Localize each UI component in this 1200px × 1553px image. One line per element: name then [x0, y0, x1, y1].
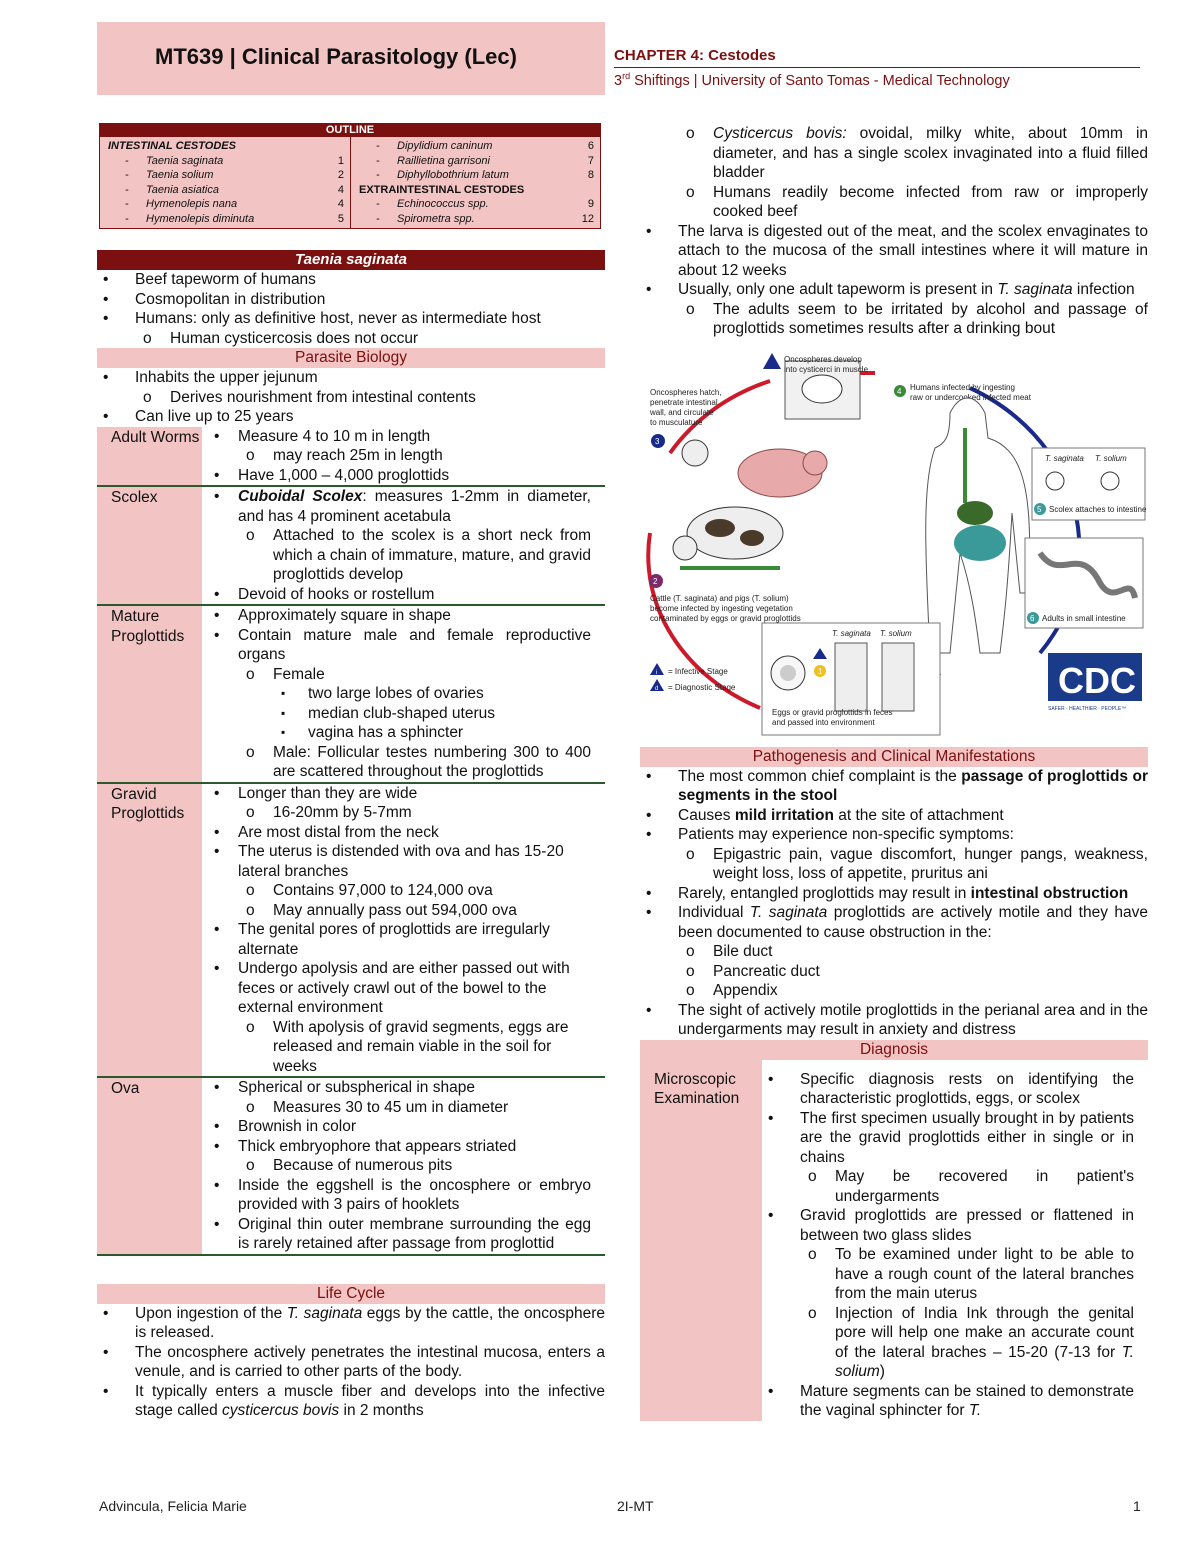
list-item: o Derives nourishment from intestinal contents [135, 388, 605, 408]
list-item: o may reach 25m in length [238, 446, 591, 466]
life-cycle-diagram [640, 353, 1148, 736]
outline-left-col [100, 137, 350, 228]
footer-page: 1 [1133, 1498, 1141, 1514]
section-title-pathogenesis: Pathogenesis and Clinical Manifestations [640, 747, 1148, 767]
infective-marker-icon [763, 353, 781, 369]
list-item: • Inhabits the upper jejunum o Derives nourishment from intestinal contents [97, 368, 605, 407]
stomach [957, 501, 993, 525]
outline-item[interactable]: - Taenia solium 2 [125, 169, 344, 181]
list-item: • Thick embryophore that appears striated o Because of numerous pits [202, 1137, 591, 1176]
life-cycle-list [97, 1304, 605, 1421]
list-item: • The sight of actively motile proglottids in the perianal area and in the undergarments may result in anxiety and distress [640, 1001, 1148, 1040]
cow-spot [740, 530, 764, 546]
left-column [97, 250, 605, 1421]
cysticercus-list [640, 124, 1148, 222]
table-row [640, 1060, 1148, 1421]
row-label: Microscopic Examination [640, 1060, 762, 1421]
lifecycle-cont-list [640, 222, 1148, 339]
header-title-box [97, 22, 605, 95]
outline-heading: EXTRAINTESTINAL CESTODES [359, 183, 525, 196]
section-title-diagnosis: Diagnosis [640, 1040, 1148, 1060]
cdc-logo-text: CDC [1058, 659, 1136, 701]
table-row [97, 427, 605, 487]
right-column [640, 124, 1148, 1421]
legend-mark: d [655, 685, 659, 692]
list-item: • The oncosphere actively penetrates the intestinal mucosa, enters a venule, and is carried to other parts of the body. [97, 1343, 605, 1382]
list-item: ▪ vagina has a sphincter [273, 723, 591, 743]
step-number: 1 [818, 666, 823, 676]
fig-label: Eggs or gravid proglottids in feces [772, 707, 893, 717]
step-number: 5 [1037, 504, 1042, 514]
list-item: o Pancreatic duct [678, 962, 1148, 982]
list-item: • Are most distal from the neck [202, 823, 591, 843]
list-item: • Approximately square in shape [202, 606, 591, 626]
list-item: • The uterus is distended with ova and has 15-20 lateral branches o Contains 97,000 to 124,000 ova o May annually pass out 594,000 ova [202, 842, 591, 920]
list-item: o May annually pass out 594,000 ova [238, 901, 591, 921]
row-label: Mature Proglottids [97, 605, 202, 783]
legend-label: = Infective Stage [668, 666, 728, 676]
list-item: • Original thin outer membrane surrounding the egg is rarely retained after passage from proglottid [202, 1215, 591, 1254]
diagnosis-table [640, 1060, 1148, 1421]
fig-label: T. saginata [1045, 453, 1084, 463]
header-subtitle: 3rd Shiftings | University of Santo Tomas - Medical Technology [614, 71, 1010, 89]
list-item: o Epigastric pain, vague discomfort, hunger pangs, weakness, weight loss, loss of appetite, pruritus ani [678, 845, 1148, 884]
list-item: • Have 1,000 – 4,000 proglottids [202, 466, 591, 486]
list-item: • Cosmopolitan in distribution [97, 290, 605, 310]
list-item: • Upon ingestion of the T. saginata eggs by the cattle, the oncosphere is released. [97, 1304, 605, 1343]
scolex-solium-shape [1101, 472, 1119, 490]
fig-label: into cysticerci in muscle [784, 364, 869, 374]
list-item: o Cysticercus bovis: ovoidal, milky white, about 10mm in diameter, and has a single scolex invaginated into a fluid filled bladder [678, 124, 1148, 183]
footer-section: 2I-MT [617, 1498, 654, 1514]
outline-heading: INTESTINAL CESTODES [108, 140, 236, 152]
pig-head [803, 451, 827, 475]
list-item: o Because of numerous pits [238, 1156, 591, 1176]
fig-label: to musculature [650, 417, 703, 427]
list-item: • Measure 4 to 10 m in length o may reach 25m in length [202, 427, 591, 466]
list-item: • Cuboidal Scolex: measures 1-2mm in diameter, and has 4 prominent acetabula o Attached to the scolex is a short neck from which a chain of immature, mature, and gravid proglottids develop [202, 487, 591, 585]
footer-author: Advincula, Felicia Marie [99, 1498, 247, 1514]
cysticercus-shape [802, 375, 842, 403]
list-item: o Contains 97,000 to 124,000 ova [238, 881, 591, 901]
list-item: • Rarely, entangled proglottids may result in intestinal obstruction [640, 884, 1148, 904]
fig-label: Humans infected by ingesting [910, 382, 1015, 392]
list-item: o May be recovered in patient's undergarments [800, 1167, 1134, 1206]
step-number: 6 [1030, 613, 1035, 623]
list-item: o Injection of India Ink through the genital pore will help one make an accurate count of the lateral braches – 15-20 (7-13 for T. solium) [800, 1304, 1134, 1382]
row-label: Ova [97, 1077, 202, 1255]
outline-item[interactable]: - Raillietina garrisoni 7 [376, 154, 594, 167]
list-item: o Female ▪ two large lobes of ovaries ▪ median club-shaped uterus ▪ vagina has a sphincter [238, 665, 591, 743]
list-item: • Longer than they are wide o 16-20mm by 5-7mm [202, 784, 591, 823]
outline-item[interactable]: - Hymenolepis diminuta 5 [125, 212, 344, 225]
life-cycle-figure [640, 353, 1148, 736]
fig-label: Oncospheres develop [784, 354, 862, 364]
list-item: • The larva is digested out of the meat, and the scolex envaginates to attach to the mucosa of the small intestines where it will mature in about 12 weeks [640, 222, 1148, 281]
list-item: o Measures 30 to 45 um in diameter [238, 1098, 591, 1118]
step-number: 3 [655, 436, 660, 446]
list-item: • Brownish in color [202, 1117, 591, 1137]
fig-label: Cattle (T. saginata) and pigs (T. solium) [650, 593, 789, 603]
fig-label: penetrate intestinal [650, 397, 718, 407]
fig-label: Scolex attaches to intestine [1049, 504, 1147, 514]
section-title-life-cycle: Life Cycle [97, 1284, 605, 1304]
section-title-biology: Parasite Biology [97, 348, 605, 368]
cow-illustration [687, 507, 783, 559]
legend-mark: i [656, 669, 658, 676]
fig-label: raw or undercooked infected meat [910, 392, 1031, 402]
table-row [97, 486, 605, 605]
step-number: 4 [897, 386, 902, 396]
list-item: o Appendix [678, 981, 1148, 1001]
list-item: • Undergo apolysis and are either passed out with feces or actively crawl out of the bowel to the external environment o With apolysis of gravid segments, eggs are released and remain viable in the soil for weeks [202, 959, 591, 1076]
list-item: • Causes mild irritation at the site of attachment [640, 806, 1148, 826]
list-item: • Mature segments can be stained to demonstrate the vaginal sphincter for T. [762, 1382, 1134, 1421]
outline-title: OUTLINE [100, 124, 600, 137]
outline-item[interactable]: - Echinococcus spp. 9 [376, 198, 594, 210]
fig-label: T. saginata [832, 628, 871, 638]
list-item: • Humans: only as definitive host, never as intermediate host o Human cysticercosis does not occur [97, 309, 605, 348]
chapter-title: CHAPTER 4: Cestodes [614, 47, 776, 64]
egg-core [780, 665, 796, 681]
cow-spot [705, 519, 735, 537]
list-item: o 16-20mm by 5-7mm [238, 803, 591, 823]
list-item: • Devoid of hooks or rostellum [202, 585, 591, 605]
cow-head [673, 536, 697, 560]
proglottid-solium-shape [882, 643, 914, 711]
oncosphere-shape [682, 440, 708, 466]
list-item: o Human cysticercosis does not occur [135, 329, 605, 349]
list-item: o Bile duct [678, 942, 1148, 962]
list-item: o Male: Follicular testes numbering 300 to 400 are scattered throughout the proglottids [238, 743, 591, 782]
fig-label: contaminated by eggs or gravid proglottids [650, 613, 801, 623]
step-number: 2 [653, 576, 658, 586]
fig-label: and passed into environment [772, 717, 875, 727]
species-title: Taenia saginata [97, 250, 605, 270]
list-item: • Beef tapeworm of humans [97, 270, 605, 290]
row-label: Adult Worms [97, 427, 202, 487]
list-item: • Inside the eggshell is the oncosphere or embryo provided with 3 pairs of hooklets [202, 1176, 591, 1215]
outline-item[interactable]: - Hymenolepis nana 4 [125, 198, 344, 210]
outline-box [99, 123, 601, 229]
intro-list [97, 270, 605, 348]
list-item: o Humans readily become infected from raw or improperly cooked beef [678, 183, 1148, 222]
fig-label: become infected by ingesting vegetation [650, 603, 793, 613]
row-label: Gravid Proglottids [97, 783, 202, 1078]
legend-label: = Diagnostic Stage [668, 682, 736, 692]
list-item: o With apolysis of gravid segments, eggs are released and remain viable in the soil for weeks [238, 1018, 591, 1077]
scolex-saginata-shape [1046, 472, 1064, 490]
outline-item[interactable]: - Taenia saginata 1 [125, 154, 344, 167]
intestines [954, 525, 1006, 561]
list-item: ▪ two large lobes of ovaries [273, 684, 591, 704]
header-rule [614, 67, 1140, 68]
bio-list [97, 368, 605, 427]
table-row [97, 605, 605, 783]
outline-right-col [350, 137, 600, 228]
outline-item[interactable]: - Diphyllobothrium latum 8 [376, 169, 594, 181]
proglottid-saginata-shape [835, 643, 867, 711]
table-row [97, 783, 605, 1078]
list-item: • Patients may experience non-specific symptoms: o Epigastric pain, vague discomfort, hunger pangs, weakness, weight loss, loss of appetite, pruritus ani [640, 825, 1148, 884]
list-item: • Usually, only one adult tapeworm is present in T. saginata infection o The adults seem to be irritated by alcohol and passage of proglottids sometimes results after a drinking bout [640, 280, 1148, 339]
fig-label: Adults in small intestine [1042, 613, 1126, 623]
fig-label: wall, and circulate [650, 407, 714, 417]
list-item: • The genital pores of proglottids are irregularly alternate [202, 920, 591, 959]
list-item: • Specific diagnosis rests on identifying the characteristic proglottids, eggs, or scolex [762, 1070, 1134, 1109]
outline-item[interactable]: - Taenia asiatica 4 [125, 183, 344, 196]
header-chapter [614, 46, 1140, 91]
list-item: • The most common chief complaint is the passage of proglottids or segments in the stool [640, 767, 1148, 806]
fig-label: T. solium [880, 628, 912, 638]
pathogenesis-list [640, 767, 1148, 1040]
list-item: • Can live up to 25 years [97, 407, 605, 427]
fig-label: T. solium [1095, 453, 1127, 463]
outline-item[interactable]: - Dipylidium caninum 6 [376, 140, 594, 152]
list-item: • Gravid proglottids are pressed or flattened in between two glass slides o To be examined under light to be able to have a rough count of the lateral branches from the main uterus o Injection of India Ink through the genital pore will help one make an accurate count of the lateral braches – 15-20 (7-13 for T. solium) [762, 1206, 1134, 1382]
list-item: • The first specimen usually brought in by patients are the gravid proglottids either in single or in chains o May be recovered in patient's undergarments [762, 1109, 1134, 1207]
table-row [97, 1077, 605, 1255]
list-item: o The adults seem to be irritated by alcohol and passage of proglottids sometimes results after a drinking bout [678, 300, 1148, 339]
list-item: o To be examined under light to be able to have a rough count of the lateral branches from the main uterus [800, 1245, 1134, 1304]
biology-table [97, 427, 605, 1256]
outline-item[interactable]: - Spirometra spp. 12 [376, 212, 594, 225]
list-item: • Contain mature male and female reproductive organs o Female ▪ two large lobes of ovaries ▪ median club-shaped uterus ▪ vagina has a sphincter o Male: Follicular testes numbering 300 to 400 are scattered throughout the proglottids [202, 626, 591, 782]
cdc-tagline: SAFER · HEALTHIER · PEOPLE™ [1048, 705, 1127, 712]
list-item: • It typically enters a muscle fiber and develops into the infective stage called cysticercus bovis in 2 months [97, 1382, 605, 1421]
course-title: MT639 | Clinical Parasitology (Lec) [155, 44, 517, 69]
row-label: Scolex [97, 486, 202, 605]
list-item: ▪ median club-shaped uterus [273, 704, 591, 724]
fig-label: Oncospheres hatch, [650, 387, 722, 397]
list-item: • Individual T. saginata proglottids are actively motile and they have been documented to cause obstruction in the: o Bile duct o Pancreatic duct o Appendix [640, 903, 1148, 1001]
list-item: • Spherical or subspherical in shape o Measures 30 to 45 um in diameter [202, 1078, 591, 1117]
list-item: o Attached to the scolex is a short neck from which a chain of immature, mature, and gravid proglottids develop [238, 526, 591, 585]
